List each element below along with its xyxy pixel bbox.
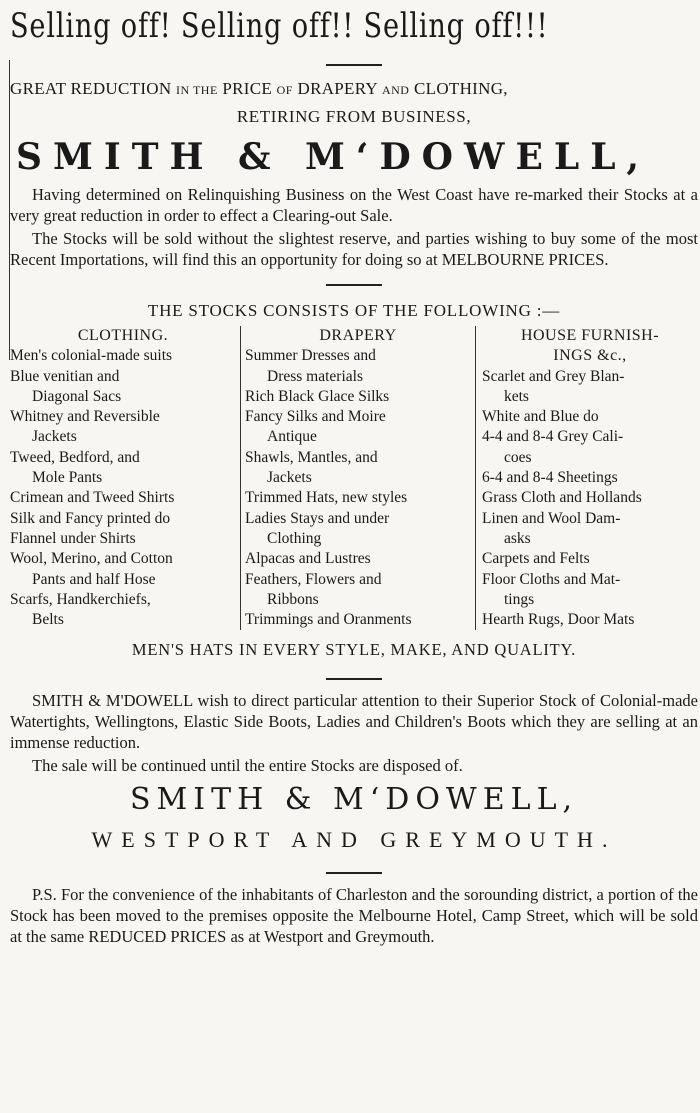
- list-item: Hearth Rugs, Door Mats: [482, 611, 635, 629]
- list-item: Flannel under Shirts: [10, 529, 136, 547]
- list-item: Rich Black Glace Silks: [245, 387, 390, 405]
- reduction-part: DRAPERY: [297, 79, 378, 98]
- list-item: tings: [504, 590, 535, 608]
- list-item: Ladies Stays and under: [245, 509, 390, 527]
- list-item: Carpets and Felts: [482, 550, 590, 568]
- list-item: Summer Dresses and: [245, 347, 376, 365]
- firm-name-mid: SMITH & M‘DOWELL,: [129, 782, 579, 818]
- list-item: Diagonal Sacs: [32, 387, 122, 405]
- list-item: Feathers, Flowers and: [245, 570, 382, 588]
- reduction-part: CLOTHING,: [414, 79, 508, 98]
- list-item: Pants and half Hose: [32, 570, 156, 588]
- sale-line: The sale will be continued until the entire Stocks are disposed of.: [32, 756, 463, 776]
- advertisement: [10, 0, 698, 1113]
- margin-marks: [0, 0, 10, 1113]
- list-item: Dress materials: [267, 367, 363, 385]
- reduction-small: IN THE: [176, 83, 218, 97]
- column-heading: INGS &c.,: [553, 347, 627, 365]
- clothing-column: [10, 326, 240, 630]
- list-item: Whitney and Reversible: [10, 408, 160, 426]
- list-item: Ribbons: [267, 590, 319, 608]
- divider-rule: [326, 284, 382, 286]
- list-item: Fancy Silks and Moire: [245, 408, 386, 426]
- list-item: Tweed, Bedford, and: [10, 448, 140, 466]
- list-item: Shawls, Mantles, and: [245, 448, 378, 466]
- list-item: Jackets: [32, 428, 77, 446]
- stock-columns: [10, 326, 698, 630]
- list-item: Clothing: [267, 529, 322, 547]
- reduction-small: OF: [276, 83, 293, 97]
- reduction-part: PRICE: [222, 79, 273, 98]
- divider-rule: [326, 678, 382, 680]
- locations-line: WESTPORT AND GREYMOUTH.: [91, 827, 617, 853]
- column-heading: DRAPERY: [319, 327, 397, 344]
- list-item: Alpacas and Lustres: [245, 550, 371, 568]
- divider-rule: [326, 64, 382, 66]
- list-item: Grass Cloth and Hollands: [482, 489, 642, 507]
- list-item: Wool, Merino, and Cotton: [10, 550, 173, 568]
- intro-paragraph: The Stocks will be sold without the slightest reserve, and parties wishing to buy some of the most Recent Importations, will find this an opportunity for doing so at MELBOURNE PRICES.: [10, 229, 698, 269]
- list-item: Antique: [267, 428, 317, 446]
- stocks-heading: THE STOCKS CONSISTS OF THE FOLLOWING :—: [147, 301, 561, 320]
- banner-headline: Selling off! Selling off!! Selling off!!!: [10, 6, 549, 46]
- list-item: Men's colonial-made suits: [10, 347, 173, 365]
- house-furnishings-column: [476, 326, 698, 630]
- list-item: Scarfs, Handkerchiefs,: [10, 590, 151, 608]
- drapery-column: [240, 326, 476, 630]
- reduction-headline: [10, 76, 698, 102]
- list-item: asks: [504, 529, 531, 547]
- list-item: Trimmed Hats, new styles: [245, 489, 408, 507]
- column-heading: HOUSE FURNISH-: [520, 327, 660, 344]
- boots-paragraph: SMITH & M'DOWELL wish to direct particular attention to their Superior Stock of Colonial-made Watertights, Wellingtons, Elastic Side Boots, Ladies and Children's Boots which they are selling at an immense reduction.: [10, 691, 698, 753]
- column-heading: CLOTHING.: [77, 327, 169, 344]
- list-item: Floor Cloths and Mat-: [482, 570, 621, 588]
- reduction-small: AND: [381, 83, 410, 97]
- list-item: Belts: [32, 611, 64, 629]
- intro-paragraph: Having determined on Relinquishing Business on the West Coast have re-marked their Stocks at a very great reduction in order to effect a Clearing-out Sale.: [10, 185, 698, 225]
- list-item: White and Blue do: [482, 408, 599, 426]
- list-item: Jackets: [267, 469, 312, 487]
- list-item: Silk and Fancy printed do: [10, 509, 171, 527]
- ps-paragraph: P.S. For the convenience of the inhabitants of Charleston and the sorounding district, a portion of the Stock has been moved to the premises opposite the Melbourne Hotel, Camp Street, which will be sold at the same REDUCED PRICES as at Westport and Greymouth.: [10, 885, 698, 947]
- list-item: Crimean and Tweed Shirts: [10, 489, 175, 507]
- list-item: Trimmings and Oranments: [245, 611, 412, 629]
- divider-rule: [326, 872, 382, 874]
- list-item: Mole Pants: [32, 469, 103, 487]
- list-item: 4-4 and 8-4 Grey Cali-: [482, 428, 624, 446]
- reduction-part: GREAT REDUCTION: [10, 79, 172, 98]
- list-item: 6-4 and 8-4 Sheetings: [482, 469, 618, 487]
- list-item: Blue venitian and: [10, 367, 120, 385]
- list-item: Linen and Wool Dam-: [482, 509, 621, 527]
- list-item: kets: [504, 387, 529, 405]
- list-item: Scarlet and Grey Blan-: [482, 367, 625, 385]
- retiring-line: RETIRING FROM BUSINESS,: [236, 107, 472, 126]
- list-item: coes: [504, 448, 532, 466]
- firm-name-large: SMITH & M‘DOWELL,: [16, 136, 651, 178]
- hats-line: MEN'S HATS IN EVERY STYLE, MAKE, AND QUALITY.: [131, 640, 577, 660]
